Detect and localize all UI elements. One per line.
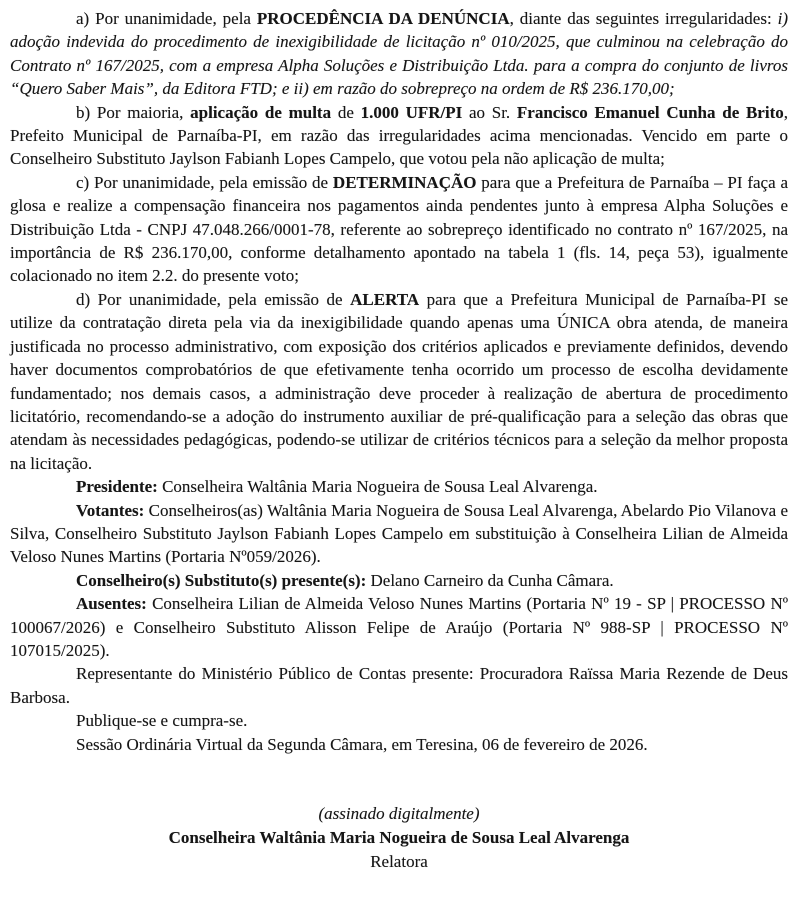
text-run: i) adoção indevida do procedimento de inexigibilidade de licitação nº 010/2025, que culminou na celebração do Contrato nº 167/2025, com a empresa Alpha Soluções e Distribuição Ltda. para a compra do conjunto de livros “Quero Saber Mais”, da Editora FTD; e ii) em razão do sobrepreço na ordem de R$ 236.170,00; — [10, 9, 788, 99]
digitally-signed-note: (assinado digitalmente) — [318, 804, 480, 823]
text-run: Representante do Ministério Público de Contas presente: Procuradora Raïssa Maria Rezende de Deus Barbosa. — [10, 664, 788, 707]
text-run: de — [331, 102, 361, 122]
paragraph-votantes — [10, 499, 788, 569]
text-run: Sessão Ordinária Virtual da Segunda Câmara, em Teresina, 06 de fevereiro de 2026. — [76, 734, 648, 754]
paragraph-item-b — [10, 101, 788, 171]
text-run: Conselheira Lilian de Almeida Veloso Nunes Martins (Portaria Nº 19 - SP | PROCESSO Nº 100067/2026) e Conselheiro Substituto Alisson Felipe de Araújo (Portaria Nº 988-SP | PROCESSO Nº 107015/2025). — [10, 594, 788, 660]
paragraph-item-c — [10, 171, 788, 288]
paragraph-ausentes — [10, 592, 788, 662]
text-run: Votantes: — [76, 500, 145, 520]
text-run: ALERTA — [350, 289, 420, 309]
paragraph-sessao — [10, 733, 788, 756]
text-run: DETERMINAÇÃO — [332, 172, 477, 192]
text-run: aplicação de multa — [190, 102, 332, 122]
signer-role: Relatora — [370, 852, 428, 871]
text-run: para que a Prefeitura Municipal de Parnaíba-PI se utilize da contratação direta pela via da inexigibilidade quando apenas uma ÚNICA obra atenda, de maneira justificada no processo administrativo, com exposição dos critérios aplicados e previamente definidos, devendo haver documentos comprobatórios de que efetivamente tenha ocorrido um processo de escolha devidamente fundamentado; nos demais casos, a administração deve proceder à realização de abertura de procedimento licitatório, recomendando-se a adoção do instrumento auxiliar de pré-qualificação para a seleção das obras que atendam às necessidades pedagógicas, podendo-se utilizar de critérios técnicos para a seleção da melhor proposta na licitação. — [10, 289, 788, 473]
text-run: Francisco Emanuel Cunha de Brito — [516, 102, 784, 122]
paragraph-item-a — [10, 7, 788, 101]
decision-body — [10, 7, 788, 756]
paragraph-presidente — [10, 475, 788, 498]
text-run: ao Sr. — [462, 102, 517, 122]
signer-name: Conselheira Waltânia Maria Nogueira de Sousa Leal Alvarenga — [168, 828, 630, 847]
text-run: Presidente: — [76, 477, 158, 497]
paragraph-publique-se — [10, 709, 788, 732]
paragraph-substitutos-presentes — [10, 569, 788, 592]
text-run: b) Por maioria, — [76, 102, 191, 122]
text-run: Conselheira Waltânia Maria Nogueira de Sousa Leal Alvarenga. — [157, 477, 598, 497]
paragraph-representante-mpc — [10, 662, 788, 709]
text-run: Ausentes: — [76, 594, 147, 614]
text-run: , Prefeito Municipal de Parnaíba-PI, em razão das irregularidades acima mencionadas. Vencido em parte o Conselheiro Substituto Jaylson Fabianh Lopes Campelo, que votou pela não aplicação de multa; — [10, 102, 788, 169]
text-run: a) Por unanimidade, pela — [76, 9, 257, 28]
signature-block — [10, 802, 788, 874]
text-run: para que a Prefeitura de Parnaíba – PI faça a glosa e realize a compensação financeira nos pagamentos ainda pendentes junto à empresa Alpha Soluções e Distribuição Ltda - CNPJ 47.048.266/0001-78, referente ao sobrepreço identificado no contrato nº 167/2025, na importância de R$ 236.170,00, conforme detalhamento apontado na tabela 1 (fls. 14, peça 53), igualmente colacionado no item 2.2. do presente voto; — [10, 172, 789, 286]
text-run: Publique-se e cumpra-se. — [76, 711, 248, 731]
text-run: Conselheiro(s) Substituto(s) presente(s): — [76, 570, 367, 590]
text-run: PROCEDÊNCIA DA DENÚNCIA — [256, 9, 510, 28]
text-run: d) Por unanimidade, pela emissão de — [76, 289, 351, 309]
paragraph-item-d — [10, 288, 788, 475]
text-run: Delano Carneiro da Cunha Câmara. — [366, 570, 614, 590]
text-run: Conselheiros(as) Waltânia Maria Nogueira de Sousa Leal Alvarenga, Abelardo Pio Vilanova e Silva, Conselheiro Substituto Jaylson Fabianh Lopes Campelo em substituição à Conselheira Lilian de Almeida Veloso Nunes Martins (Portaria Nº059/2026). — [10, 500, 788, 567]
text-run: c) Por unanimidade, pela emissão de — [76, 172, 333, 192]
text-run: 1.000 UFR/PI — [360, 102, 463, 122]
text-run: , diante das seguintes irregularidades: — [509, 9, 778, 28]
